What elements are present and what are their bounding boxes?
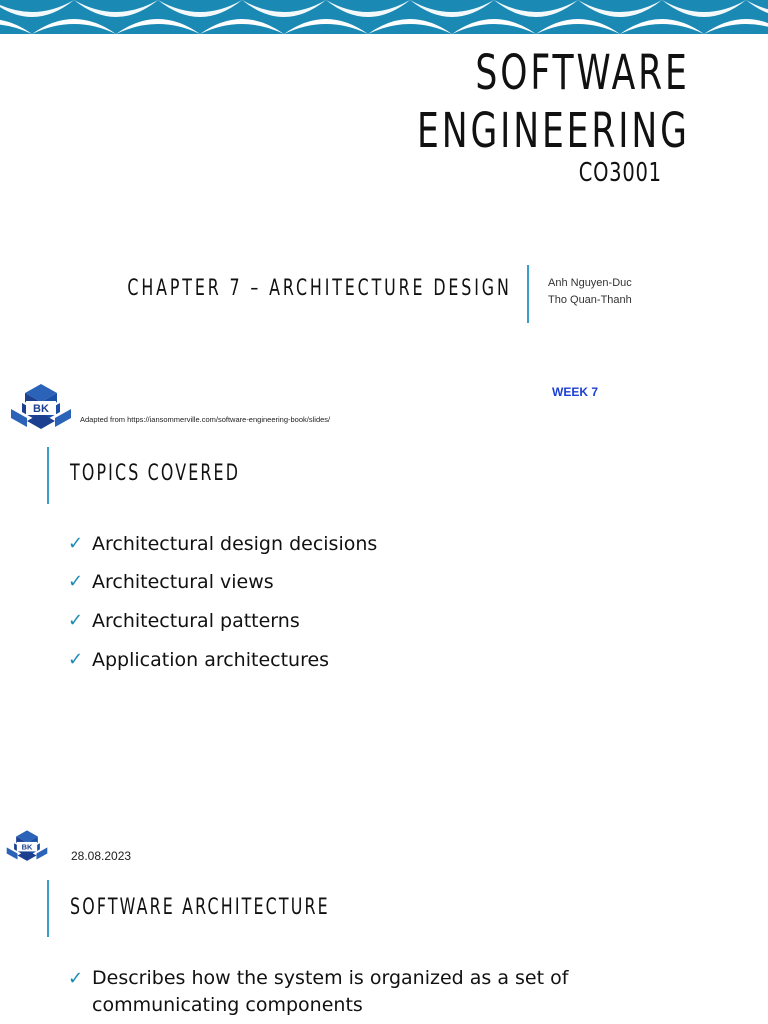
author-2: Tho Quan-Thanh (548, 294, 632, 306)
adapted-note: Adapted from https://iansommerville.com/software-engineering-book/slides/ (80, 415, 331, 424)
list-item-text: Application architectures (92, 649, 330, 671)
check-icon: ✓ (68, 533, 84, 554)
bk-logo-graphic (6, 829, 48, 863)
list-item (68, 965, 628, 1019)
logo-text: BK (33, 403, 49, 415)
chapter-title: CHAPTER 7 – ARCHITECTURE DESIGN (127, 276, 512, 301)
section-accent-bar (47, 880, 49, 937)
title-line-2: ENGINEERING (417, 103, 690, 159)
course-code: CO3001 (578, 158, 662, 188)
author-1: Anh Nguyen-Duc (548, 277, 632, 289)
list-item (68, 649, 329, 671)
list-item (68, 571, 274, 593)
slide-date: 28.08.2023 (71, 849, 132, 863)
week-label: WEEK 7 (552, 385, 599, 399)
check-icon: ✓ (68, 968, 84, 989)
list-item-text: Describes how the system is organized as a set of communicating components (92, 967, 569, 1016)
banner-pattern (0, 0, 768, 34)
list-item-text: Architectural views (92, 571, 274, 593)
check-icon: ✓ (68, 571, 84, 592)
bk-logo (6, 829, 48, 863)
decorative-banner (0, 0, 768, 34)
list-item (68, 533, 377, 555)
architecture-title: SOFTWARE ARCHITECTURE (70, 895, 330, 920)
bk-logo (10, 383, 72, 431)
bk-logo-graphic (10, 383, 72, 431)
slide-title (417, 44, 690, 160)
list-item-text: Architectural patterns (92, 610, 300, 632)
logo-text: BK (21, 842, 33, 852)
check-icon: ✓ (68, 649, 84, 670)
chapter-divider (527, 265, 529, 323)
section-accent-bar (47, 447, 49, 504)
topics-title: TOPICS COVERED (70, 461, 241, 486)
list-item (68, 610, 300, 632)
title-line-1: SOFTWARE (475, 45, 690, 101)
list-item-text: Architectural design decisions (92, 533, 378, 555)
check-icon: ✓ (68, 610, 84, 631)
